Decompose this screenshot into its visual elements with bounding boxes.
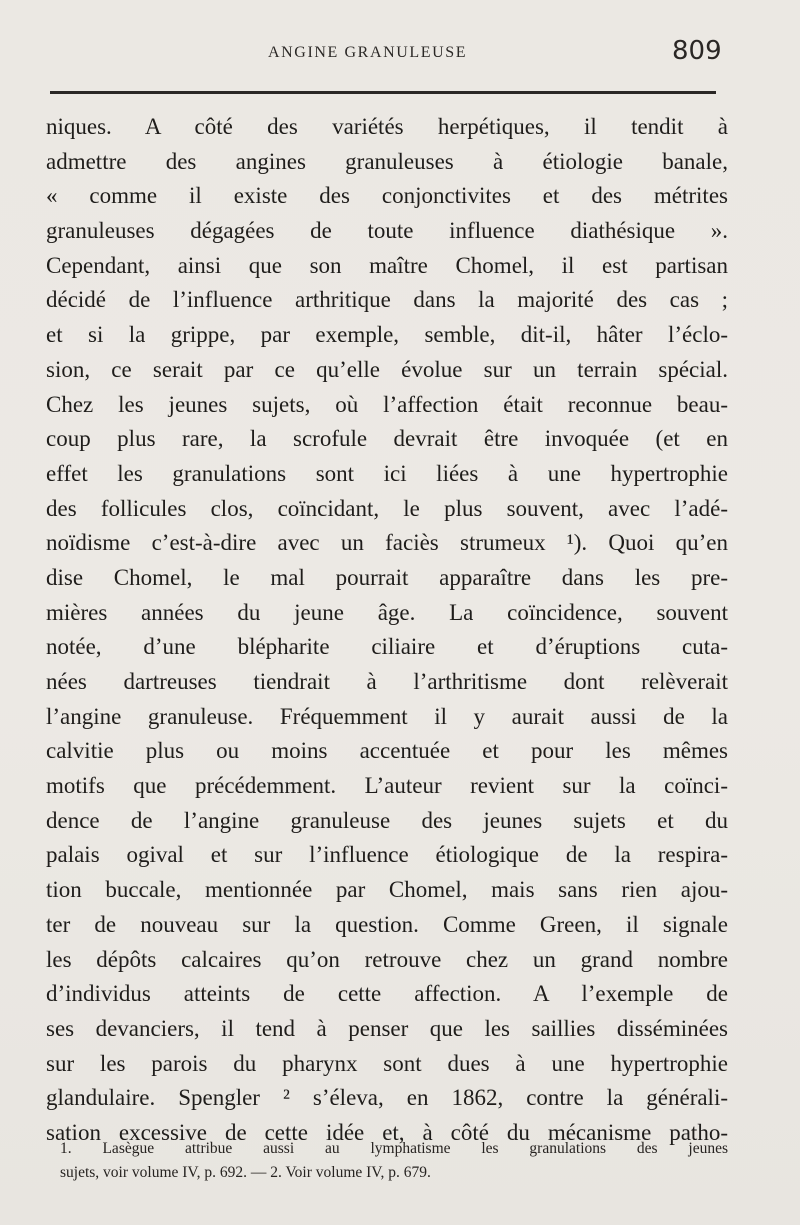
header-rule [50,91,716,94]
text-line: sation excessive de cette idée et, à côté du mécanisme patho- [46,1119,728,1145]
page-number: 809 [672,36,722,66]
text-line: l’angine granuleuse. Fréquemment il y aurait aussi de la [46,703,728,729]
text-line: ter de nouveau sur la question. Comme Green, il signale [46,911,728,937]
text-line: palais ogival et sur l’influence étiologique de la respira- [46,842,728,868]
text-line: ses devanciers, il tend à penser que les saillies disséminées [46,1015,728,1041]
text-line: décidé de l’influence arthritique dans la majorité des cas ; [46,287,728,313]
text-line: dence de l’angine granuleuse des jeunes sujets et du [46,807,728,833]
text-line: sion, ce serait par ce qu’elle évolue sur un terrain spécial. [46,356,728,382]
text-line: mières années du jeune âge. La coïncidence, souvent [46,599,728,625]
text-line: notée, d’une blépharite ciliaire et d’éruptions cuta- [46,634,728,660]
text-line: motifs que précédemment. L’auteur revient sur la coïnci- [46,773,728,799]
text-line: d’individus atteints de cette affection. A l’exemple de [46,981,728,1007]
footnote-line: 1. Lasègue attribue aussi au lymphatisme les granulations des jeunes [60,1140,728,1157]
text-line: coup plus rare, la scrofule devrait être invoquée (et en [46,426,728,452]
text-line: glandulaire. Spengler ² s’éleva, en 1862, contre la générali- [46,1085,728,1111]
text-line: dise Chomel, le mal pourrait apparaître dans les pre- [46,564,728,590]
text-line: calvitie plus ou moins accentuée et pour les mêmes [46,738,728,764]
text-line: les dépôts calcaires qu’on retrouve chez un grand nombre [46,946,728,972]
text-line: granuleuses dégagées de toute influence diathésique ». [46,218,728,244]
text-line: nées dartreuses tiendrait à l’arthritisme dont relèverait [46,669,728,694]
text-line: Cependant, ainsi que son maître Chomel, il est partisan [46,252,728,278]
footnotes [60,1137,728,1185]
text-line: niques. A côté des variétés herpétiques, il tendit à [46,114,728,139]
body-text [46,110,728,1151]
text-line: sur les parois du pharynx sont dues à une hypertrophie [46,1050,728,1076]
running-header [0,36,800,70]
text-line: effet les granulations sont ici liées à une hypertrophie [46,460,728,486]
text-line: tion buccale, mentionnée par Chomel, mais sans rien ajou- [46,877,728,903]
text-line: et si la grippe, par exemple, semble, dit-il, hâter l’éclo- [46,322,728,348]
text-line: « comme il existe des conjonctivites et des métrites [46,183,728,209]
footnote-line: sujets, voir volume IV, p. 692. — 2. Voir volume IV, p. 679. [60,1164,431,1181]
text-line: noïdisme c’est-à-dire avec un faciès strumeux ¹). Quoi qu’en [46,530,728,556]
running-title: ANGINE GRANULEUSE [268,44,468,61]
text-line: Chez les jeunes sujets, où l’affection était reconnue beau- [46,391,728,417]
text-line: des follicules clos, coïncidant, le plus souvent, avec l’adé- [46,495,728,521]
text-line: admettre des angines granuleuses à étiologie banale, [46,148,728,174]
